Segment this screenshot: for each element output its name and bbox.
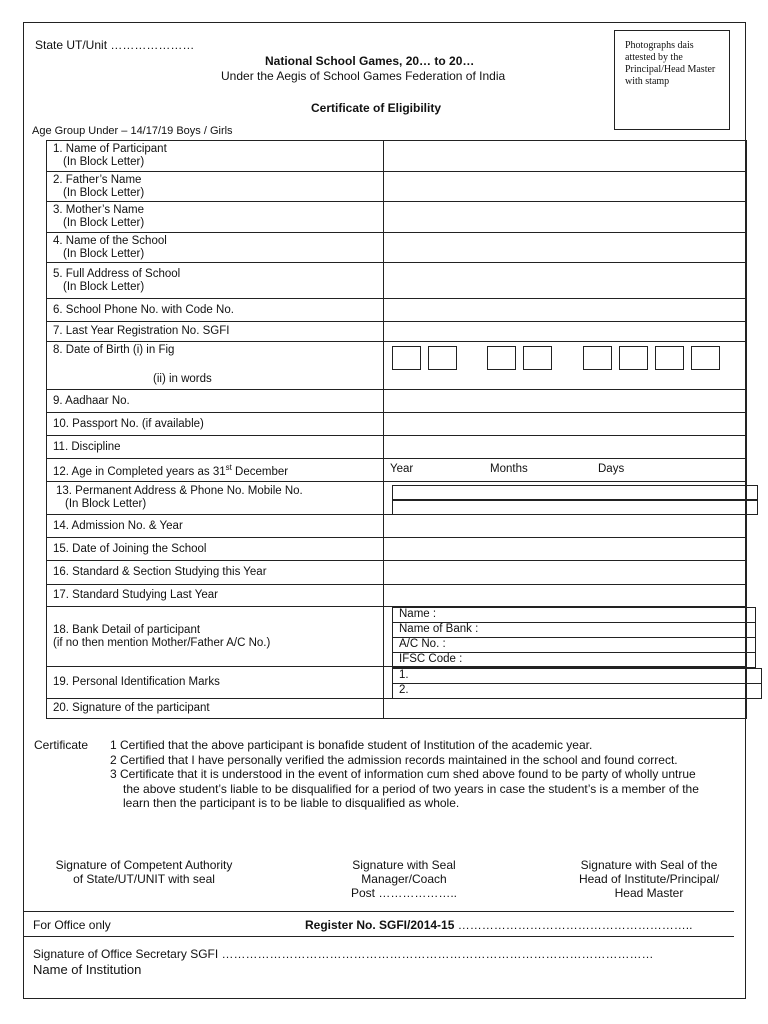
field-label: 13. Permanent Address & Phone No. Mobile No. (In Block Letter)	[47, 482, 384, 515]
mother-name-field[interactable]	[384, 202, 747, 233]
competent-authority-signature: Signature of Competent Authority of State/UT/UNIT with seal	[55, 858, 233, 886]
field-label: 16. Standard & Section Studying this Year	[47, 561, 384, 585]
field-label: 4. Name of the School (In Block Letter)	[47, 233, 384, 263]
table-row	[47, 538, 747, 561]
joining-date-field[interactable]	[384, 538, 747, 561]
age-months-label: Months	[490, 463, 528, 475]
permanent-address-field[interactable]	[384, 482, 747, 515]
dob-day-box[interactable]	[392, 346, 421, 370]
table-row	[47, 172, 747, 202]
table-row	[47, 699, 747, 719]
participant-name-field[interactable]	[384, 141, 747, 172]
dob-day-box[interactable]	[428, 346, 457, 370]
table-row	[47, 233, 747, 263]
table-row	[47, 482, 747, 515]
age-year-label: Year	[390, 463, 414, 475]
dob-year-box[interactable]	[619, 346, 648, 370]
photo-box	[614, 30, 730, 130]
manager-coach-signature: Signature with Seal Manager/Coach Post ………………..	[350, 858, 457, 900]
field-label: 1. Name of Participant (In Block Letter)	[47, 141, 384, 172]
school-name-field[interactable]	[384, 233, 747, 263]
ifsc-code-line[interactable]: IFSC Code :	[392, 653, 756, 668]
certificate-form	[23, 22, 746, 999]
school-phone-field[interactable]	[384, 299, 747, 322]
aadhaar-field[interactable]	[384, 390, 747, 413]
table-row	[47, 342, 747, 390]
dob-year-box[interactable]	[691, 346, 720, 370]
dob-year-box[interactable]	[655, 346, 684, 370]
certificate-statement-3-cont: the above student’s liable to be disqualified for a period of two years in case the student’s is a member of the	[123, 781, 699, 796]
date-of-birth-field[interactable]	[384, 342, 747, 390]
school-address-field[interactable]	[384, 263, 747, 299]
dob-month-box[interactable]	[523, 346, 552, 370]
field-label: 17. Standard Studying Last Year	[47, 585, 384, 607]
office-secretary-signature: Signature of Office Secretary SGFI ………………………………………………………………………………………………	[33, 947, 654, 961]
certificate-statement-3-end: learn then the participant is to be liable to disqualified as whole.	[123, 796, 460, 810]
register-number: Register No. SGFI/2014-15 …………………………………………………..	[305, 918, 693, 932]
for-office-label: For Office only	[33, 918, 111, 932]
age-days-label: Days	[598, 463, 625, 475]
field-label: 5. Full Address of School (In Block Letter)	[47, 263, 384, 299]
table-row	[47, 459, 747, 482]
divider	[24, 936, 734, 937]
photo-note: Photographs dais attested by the Principal/Head Master with stamp	[625, 40, 716, 87]
field-label: 7. Last Year Registration No. SGFI	[47, 322, 384, 342]
institution-name-label: Name of Institution	[33, 962, 142, 977]
bank-name-line[interactable]: Name of Bank :	[392, 623, 756, 638]
field-label: 11. Discipline	[47, 436, 384, 459]
age-group-label: Age Group Under – 14/17/19 Boys / Girls	[32, 125, 233, 137]
participant-signature-field[interactable]	[384, 699, 747, 719]
passport-field[interactable]	[384, 413, 747, 436]
account-number-line[interactable]: A/C No. :	[392, 638, 756, 653]
dob-month-box[interactable]	[487, 346, 516, 370]
registration-no-field[interactable]	[384, 322, 747, 342]
certificate-title: Certificate of Eligibility	[311, 101, 442, 115]
table-row	[47, 667, 747, 699]
table-row	[47, 322, 747, 342]
phone-line[interactable]	[392, 499, 758, 515]
games-title: National School Games, 20… to 20…	[265, 54, 475, 68]
field-label: 8. Date of Birth (i) in Fig (ii) in words	[47, 342, 384, 390]
table-row	[47, 561, 747, 585]
bank-account-name-line[interactable]: Name :	[392, 607, 756, 623]
discipline-field[interactable]	[384, 436, 747, 459]
table-row	[47, 390, 747, 413]
field-label: 19. Personal Identification Marks	[47, 667, 384, 699]
identification-mark-2[interactable]: 2.	[392, 684, 762, 699]
certificate-statement-1: 1 Certified that the above participant is bonafide student of Institution of the academic year.	[110, 738, 593, 752]
table-row	[47, 436, 747, 459]
state-ut-label: State UT/Unit …………………	[35, 38, 195, 52]
field-label: 9. Aadhaar No.	[47, 390, 384, 413]
father-name-field[interactable]	[384, 172, 747, 202]
field-label: 6. School Phone No. with Code No.	[47, 299, 384, 322]
table-row	[47, 141, 747, 172]
certificate-statement-3: 3 Certificate that it is understood in the event of information cum shed above found to be party of wholly untrue	[110, 767, 696, 781]
field-label: 18. Bank Detail of participant (if no then mention Mother/Father A/C No.)	[47, 607, 384, 667]
participant-details-table	[46, 140, 747, 719]
admission-no-field[interactable]	[384, 515, 747, 538]
dob-year-box[interactable]	[583, 346, 612, 370]
principal-signature: Signature with Seal of the Head of Institute/Principal/ Head Master	[578, 858, 720, 900]
field-label: 12. Age in Completed years as 31st December	[47, 459, 384, 482]
field-label: 20. Signature of the participant	[47, 699, 384, 719]
table-row	[47, 607, 747, 667]
certificate-statements	[34, 738, 699, 811]
games-subtitle: Under the Aegis of School Games Federation of India	[221, 69, 506, 83]
table-row	[47, 299, 747, 322]
field-label: 14. Admission No. & Year	[47, 515, 384, 538]
certificate-label: Certificate	[34, 738, 89, 752]
field-label: 10. Passport No. (if available)	[47, 413, 384, 436]
table-row	[47, 202, 747, 233]
table-row	[47, 413, 747, 436]
identification-marks-field[interactable]	[384, 667, 747, 699]
age-field[interactable]	[384, 459, 747, 482]
standard-section-field[interactable]	[384, 561, 747, 585]
certificate-statement-2: 2 Certified that I have personally verified the admission records maintained in the school and found correct.	[110, 752, 678, 767]
identification-mark-1[interactable]: 1.	[392, 668, 762, 684]
bank-detail-field[interactable]	[384, 607, 747, 667]
field-label: 15. Date of Joining the School	[47, 538, 384, 561]
table-row	[47, 263, 747, 299]
last-standard-field[interactable]	[384, 585, 747, 607]
table-row	[47, 515, 747, 538]
field-label: 3. Mother’s Name (In Block Letter)	[47, 202, 384, 233]
table-row	[47, 585, 747, 607]
divider	[24, 911, 734, 912]
field-label: 2. Father’s Name (In Block Letter)	[47, 172, 384, 202]
